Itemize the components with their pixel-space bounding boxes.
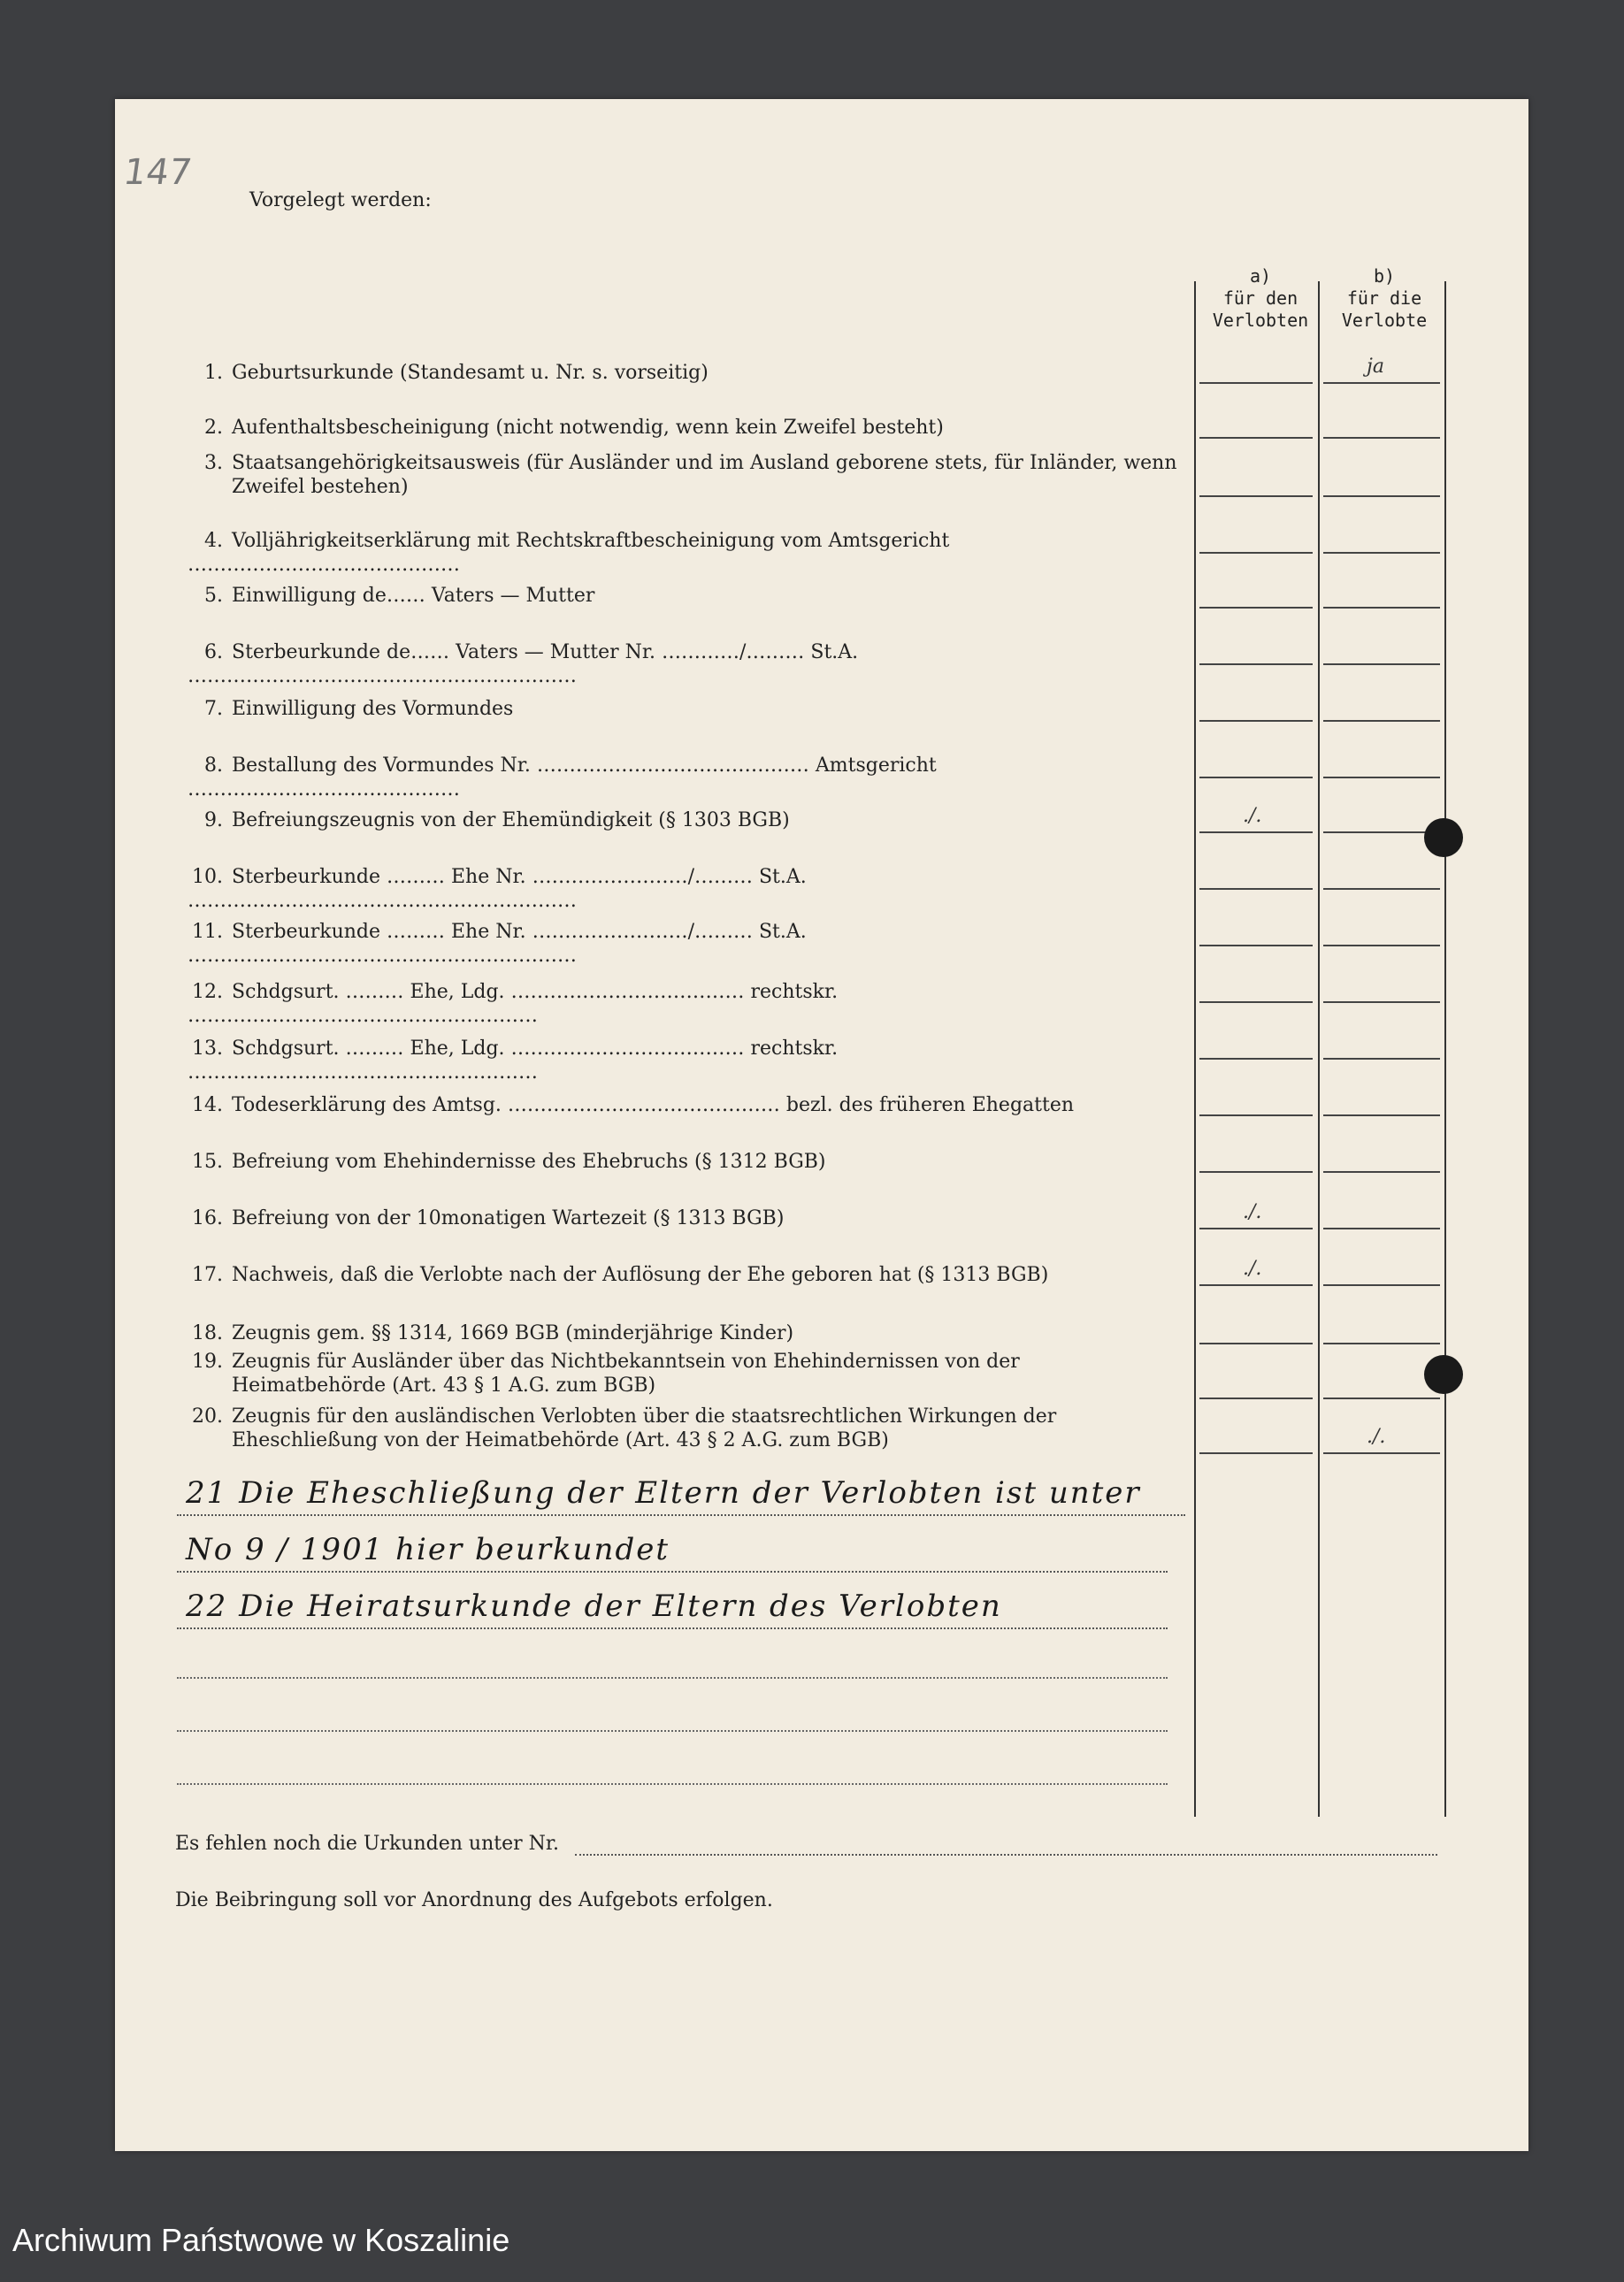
item-number: 18. <box>192 1322 223 1344</box>
column-header-bride: b) für die Verlobte <box>1341 265 1428 331</box>
entry-line <box>1323 1228 1440 1229</box>
entry-line <box>1199 552 1313 554</box>
bride-mark: ./. <box>1367 1426 1386 1448</box>
entry-line <box>1199 888 1313 890</box>
item-text: Sterbeurkunde ……… Ehe Nr. ……………………/……… St.A. …………………………………………………… <box>188 866 807 912</box>
item-number: 17. <box>192 1264 223 1286</box>
punch-hole <box>1424 818 1463 857</box>
checklist-item <box>188 416 1178 440</box>
item-text: Sterbeurkunde de…… Vaters — Mutter Nr. …………/……… St.A. …………………………………………………… <box>188 641 859 687</box>
checklist-item <box>188 361 1178 385</box>
checklist-item <box>188 1350 1178 1398</box>
entry-line <box>1199 777 1313 778</box>
checklist-item <box>188 529 1178 577</box>
entry-line <box>1323 552 1440 554</box>
handwritten-underline <box>177 1627 1168 1629</box>
checklist-item <box>188 808 1178 832</box>
entry-line <box>1199 663 1313 665</box>
column-header-groom: a) für den Verlobten <box>1212 265 1309 331</box>
item-text: Aufenthaltsbescheinigung (nicht notwendig, wenn kein Zweifel besteht) <box>232 417 944 439</box>
item-text: Befreiung vom Ehehindernisse des Ehebruchs (§ 1312 BGB) <box>232 1151 826 1173</box>
column-divider <box>1194 281 1196 1817</box>
checklist-item <box>188 1093 1178 1117</box>
item-number: 10. <box>192 866 223 888</box>
groom-mark: ./. <box>1243 1201 1262 1223</box>
groom-mark: ./. <box>1243 1258 1262 1280</box>
checklist-item <box>188 697 1178 721</box>
item-text: Bestallung des Vormundes Nr. …………………………………… Amtsgericht …………………………………… <box>188 754 937 800</box>
entry-line <box>1323 1284 1440 1286</box>
checklist-item <box>188 451 1178 499</box>
handwritten-line: 21 Die Eheschließung der Eltern der Verlobten ist unter <box>186 1475 1141 1511</box>
item-number: 8. <box>204 754 223 777</box>
column-divider <box>1318 281 1320 1817</box>
entry-line <box>1199 1001 1313 1003</box>
checklist-item <box>188 584 1178 608</box>
item-number: 9. <box>204 809 223 831</box>
missing-documents-text: Es fehlen noch die Urkunden unter Nr. <box>175 1833 559 1855</box>
checklist-item <box>188 1037 1178 1084</box>
entry-line <box>1323 1058 1440 1060</box>
archive-watermark: Archiwum Państwowe w Koszalinie <box>12 2222 510 2258</box>
item-text: Schdgsurt. ……… Ehe, Ldg. ……………………………… rechtskr. ……………………………………………… <box>188 1038 839 1084</box>
item-text: Schdgsurt. ……… Ehe, Ldg. ……………………………… rechtskr. ……………………………………………… <box>188 981 839 1027</box>
entry-line <box>1323 1398 1440 1399</box>
page-number: 147 <box>120 152 195 193</box>
entry-line <box>1323 495 1440 497</box>
item-text: Todeserklärung des Amtsg. …………………………………… bezl. des früheren Ehegatten <box>232 1094 1075 1116</box>
checklist-item <box>188 865 1178 913</box>
entry-line <box>1199 382 1313 384</box>
handwritten-line: 22 Die Heiratsurkunde der Eltern des Verlobten <box>186 1589 1002 1624</box>
checklist-item <box>188 640 1178 688</box>
item-text: Befreiungszeugnis von der Ehemündigkeit (§ 1303 BGB) <box>232 809 790 831</box>
checklist-item <box>188 980 1178 1028</box>
item-text: Volljährigkeitserklärung mit Rechtskraftbescheinigung vom Amtsgericht …………………………………… <box>188 530 950 576</box>
item-number: 15. <box>192 1151 223 1173</box>
item-number: 16. <box>192 1207 223 1229</box>
item-text: Befreiung von der 10monatigen Wartezeit (§ 1313 BGB) <box>232 1207 785 1229</box>
entry-line <box>1199 720 1313 722</box>
item-number: 1. <box>204 362 223 384</box>
punch-hole <box>1424 1355 1463 1394</box>
checklist-item <box>188 1150 1178 1174</box>
checklist-item <box>188 1321 1178 1345</box>
item-number: 5. <box>204 585 223 607</box>
entry-line <box>1323 1114 1440 1116</box>
entry-line <box>1199 495 1313 497</box>
item-number: 20. <box>192 1405 223 1428</box>
item-text: Geburtsurkunde (Standesamt u. Nr. s. vorseitig) <box>232 362 709 384</box>
item-number: 4. <box>204 530 223 552</box>
entry-line <box>1199 831 1313 833</box>
item-number: 3. <box>204 452 223 474</box>
entry-line <box>1323 831 1440 833</box>
bride-mark: ja <box>1367 356 1384 378</box>
item-number: 7. <box>204 698 223 720</box>
item-number: 2. <box>204 417 223 439</box>
checklist-item <box>188 1405 1178 1452</box>
entry-line <box>1199 1058 1313 1060</box>
checklist-item <box>188 920 1178 968</box>
entry-line <box>1323 1171 1440 1173</box>
entry-line <box>1323 607 1440 609</box>
handwritten-underline <box>177 1514 1185 1516</box>
entry-line <box>1323 663 1440 665</box>
handwritten-underline <box>177 1571 1168 1573</box>
groom-mark: ./. <box>1243 805 1262 827</box>
entry-line <box>1199 1114 1313 1116</box>
item-text: Zeugnis gem. §§ 1314, 1669 BGB (minderjährige Kinder) <box>232 1322 794 1344</box>
item-text: Sterbeurkunde ……… Ehe Nr. ……………………/……… St.A. …………………………………………………… <box>188 921 807 967</box>
item-number: 11. <box>192 921 223 943</box>
item-text: Zeugnis für Ausländer über das Nichtbekanntsein von Ehehindernissen von der Heimatbehörde (Art. 43 § 1 A.G. zum BGB) <box>232 1351 1020 1397</box>
checklist-item <box>188 754 1178 801</box>
blank-line <box>177 1730 1168 1732</box>
entry-line <box>1323 720 1440 722</box>
item-number: 6. <box>204 641 223 663</box>
checklist-item <box>188 1206 1178 1230</box>
entry-line <box>1199 1398 1313 1399</box>
entry-line <box>1199 1343 1313 1344</box>
intro-heading: Vorgelegt werden: <box>249 189 432 211</box>
item-text: Einwilligung de…… Vaters — Mutter <box>232 585 595 607</box>
entry-line <box>1323 1001 1440 1003</box>
item-number: 14. <box>192 1094 223 1116</box>
checklist-item <box>188 1263 1178 1287</box>
entry-line <box>1323 888 1440 890</box>
entry-line <box>1323 945 1440 946</box>
handwritten-line: No 9 / 1901 hier beurkundet <box>186 1532 670 1567</box>
procurement-note: Die Beibringung soll vor Anordnung des Aufgebots erfolgen. <box>175 1889 773 1911</box>
entry-line <box>1199 1171 1313 1173</box>
item-number: 13. <box>192 1038 223 1060</box>
item-text: Einwilligung des Vormundes <box>232 698 514 720</box>
item-text: Nachweis, daß die Verlobte nach der Auflösung der Ehe geboren hat (§ 1313 BGB) <box>232 1264 1049 1286</box>
entry-line <box>1323 437 1440 439</box>
entry-line <box>1323 1343 1440 1344</box>
column-divider <box>1444 281 1446 1817</box>
entry-line <box>1199 945 1313 946</box>
item-text: Zeugnis für den ausländischen Verlobten über die staatsrechtlichen Wirkungen der Eheschließung von der Heimatbehörde (Art. 43 § 2 A.G. zum BGB) <box>232 1405 1057 1451</box>
entry-line <box>1199 437 1313 439</box>
entry-line <box>1199 1228 1313 1229</box>
blank-line <box>177 1783 1168 1785</box>
entry-line <box>1199 607 1313 609</box>
entry-line <box>1199 1284 1313 1286</box>
item-number: 12. <box>192 981 223 1003</box>
entry-line <box>1323 382 1440 384</box>
item-text: Staatsangehörigkeitsausweis (für Ausländer und im Ausland geborene stets, für Inländer, wenn Zweifel bestehen) <box>232 452 1177 498</box>
entry-line <box>1199 1452 1313 1454</box>
entry-line <box>1323 777 1440 778</box>
blank-line <box>177 1677 1168 1679</box>
entry-line <box>1323 1452 1440 1454</box>
item-number: 19. <box>192 1351 223 1373</box>
missing-documents-line <box>575 1854 1437 1856</box>
